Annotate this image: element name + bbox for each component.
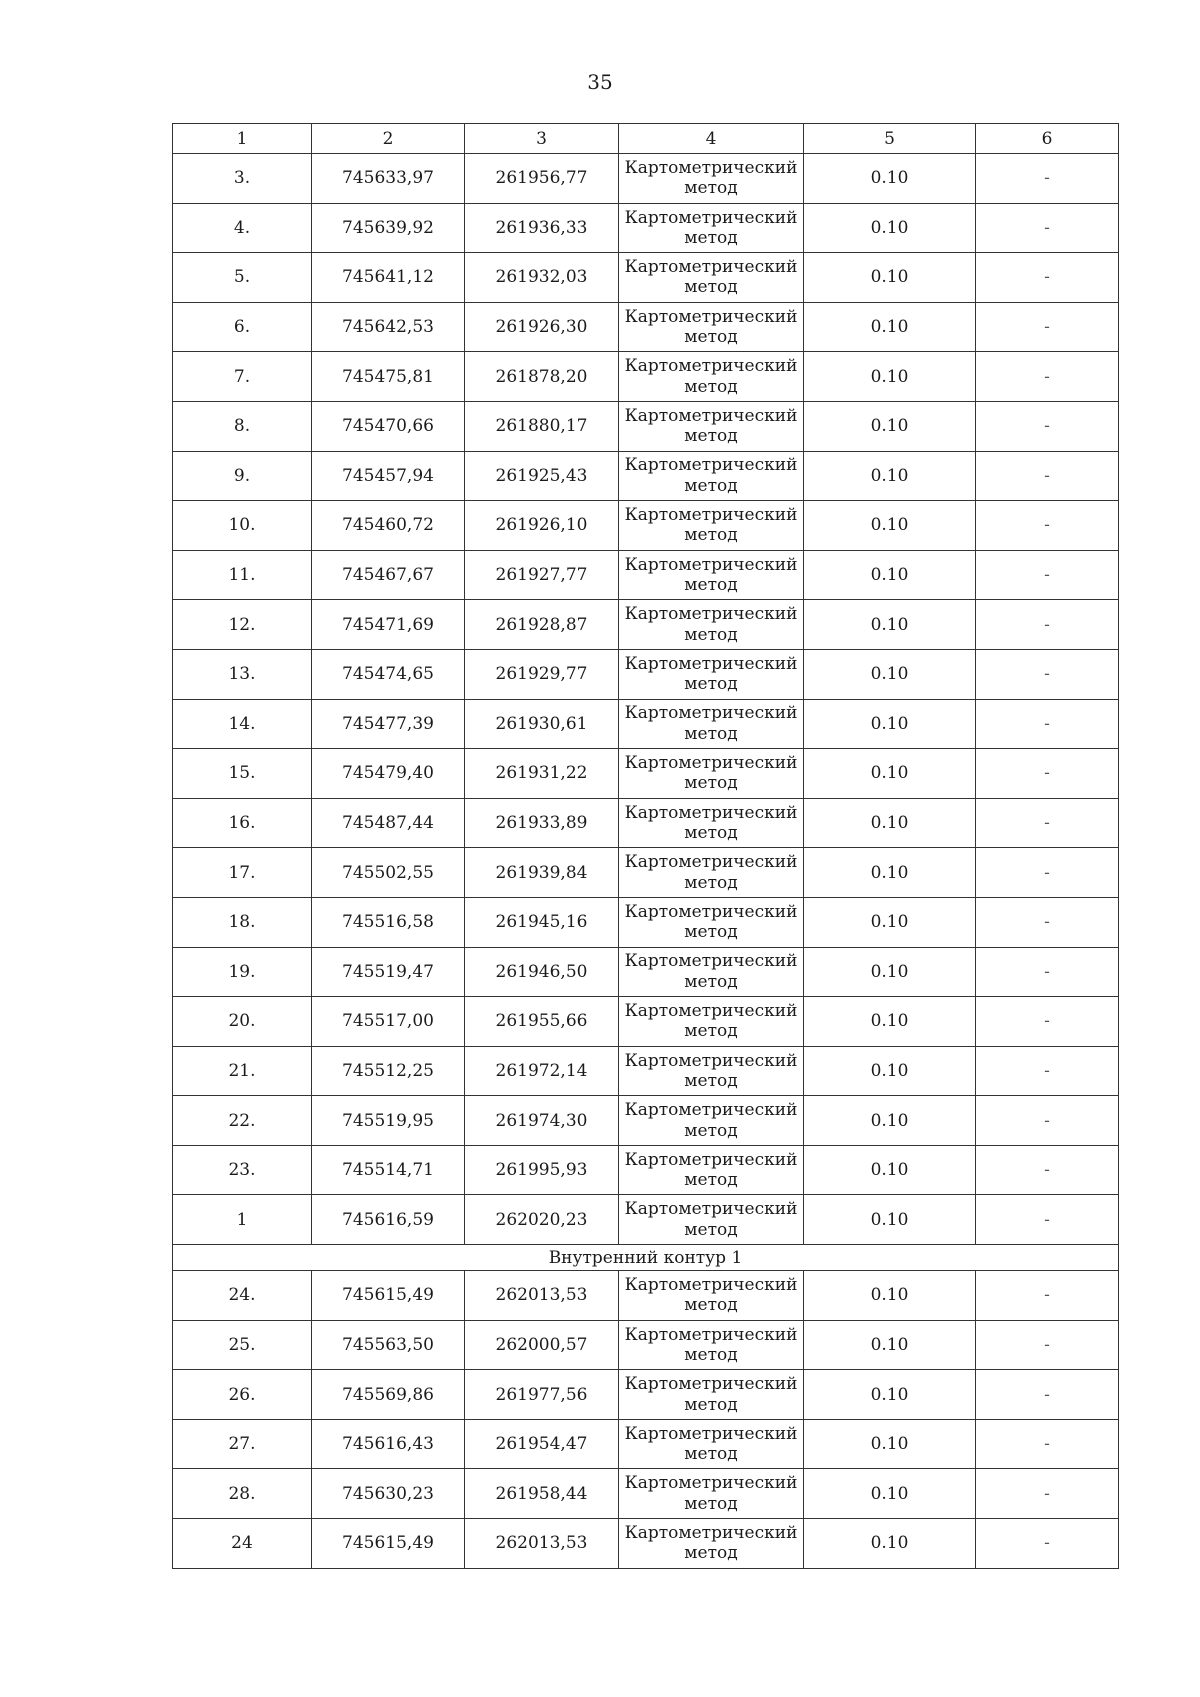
description-cell: - [976, 699, 1119, 749]
y-coordinate-cell: 262013,53 [465, 1519, 619, 1569]
description-cell: - [976, 749, 1119, 799]
point-number-cell: 22. [173, 1096, 312, 1146]
x-coordinate-cell: 745470,66 [312, 401, 465, 451]
x-coordinate-cell: 745474,65 [312, 649, 465, 699]
method-cell: Картометрический метод [619, 1195, 804, 1245]
y-coordinate-cell: 261954,47 [465, 1419, 619, 1469]
x-coordinate-cell: 745514,71 [312, 1145, 465, 1195]
x-coordinate-cell: 745519,95 [312, 1096, 465, 1146]
method-cell: Картометрический метод [619, 649, 804, 699]
y-coordinate-cell: 261929,77 [465, 649, 619, 699]
x-coordinate-cell: 745502,55 [312, 848, 465, 898]
point-number-cell: 17. [173, 848, 312, 898]
point-number-cell: 3. [173, 154, 312, 204]
x-coordinate-cell: 745487,44 [312, 798, 465, 848]
method-cell: Картометрический метод [619, 550, 804, 600]
column-header: 4 [619, 124, 804, 154]
y-coordinate-cell: 261946,50 [465, 947, 619, 997]
point-number-cell: 6. [173, 302, 312, 352]
point-number-cell: 15. [173, 749, 312, 799]
method-cell: Картометрический метод [619, 1469, 804, 1519]
point-number-cell: 28. [173, 1469, 312, 1519]
accuracy-cell: 0.10 [804, 253, 976, 303]
table-row [173, 451, 1119, 501]
point-number-cell: 10. [173, 501, 312, 551]
point-number-cell: 4. [173, 203, 312, 253]
method-cell: Картометрический метод [619, 451, 804, 501]
method-cell: Картометрический метод [619, 1370, 804, 1420]
x-coordinate-cell: 745615,49 [312, 1271, 465, 1321]
description-cell: - [976, 1419, 1119, 1469]
x-coordinate-cell: 745616,43 [312, 1419, 465, 1469]
description-cell: - [976, 352, 1119, 402]
table-row [173, 600, 1119, 650]
point-number-cell: 27. [173, 1419, 312, 1469]
y-coordinate-cell: 261972,14 [465, 1046, 619, 1096]
table-row [173, 401, 1119, 451]
y-coordinate-cell: 261928,87 [465, 600, 619, 650]
y-coordinate-cell: 261958,44 [465, 1469, 619, 1519]
point-number-cell: 26. [173, 1370, 312, 1420]
description-cell: - [976, 997, 1119, 1047]
table-row [173, 1320, 1119, 1370]
description-cell: - [976, 1271, 1119, 1321]
table-row [173, 848, 1119, 898]
table-row [173, 997, 1119, 1047]
x-coordinate-cell: 745615,49 [312, 1519, 465, 1569]
accuracy-cell: 0.10 [804, 1519, 976, 1569]
point-number-cell: 20. [173, 997, 312, 1047]
description-cell: - [976, 649, 1119, 699]
table-row [173, 1195, 1119, 1245]
accuracy-cell: 0.10 [804, 1320, 976, 1370]
x-coordinate-cell: 745642,53 [312, 302, 465, 352]
description-cell: - [976, 203, 1119, 253]
y-coordinate-cell: 261878,20 [465, 352, 619, 402]
table-row [173, 897, 1119, 947]
y-coordinate-cell: 262020,23 [465, 1195, 619, 1245]
x-coordinate-cell: 745467,67 [312, 550, 465, 600]
description-cell: - [976, 947, 1119, 997]
x-coordinate-cell: 745639,92 [312, 203, 465, 253]
coordinates-table [172, 123, 1119, 1569]
point-number-cell: 8. [173, 401, 312, 451]
method-cell: Картометрический метод [619, 1519, 804, 1569]
point-number-cell: 7. [173, 352, 312, 402]
accuracy-cell: 0.10 [804, 897, 976, 947]
method-cell: Картометрический метод [619, 600, 804, 650]
description-cell: - [976, 253, 1119, 303]
accuracy-cell: 0.10 [804, 203, 976, 253]
x-coordinate-cell: 745633,97 [312, 154, 465, 204]
y-coordinate-cell: 261945,16 [465, 897, 619, 947]
x-coordinate-cell: 745616,59 [312, 1195, 465, 1245]
method-cell: Картометрический метод [619, 302, 804, 352]
x-coordinate-cell: 745512,25 [312, 1046, 465, 1096]
x-coordinate-cell: 745479,40 [312, 749, 465, 799]
accuracy-cell: 0.10 [804, 1469, 976, 1519]
x-coordinate-cell: 745630,23 [312, 1469, 465, 1519]
y-coordinate-cell: 261939,84 [465, 848, 619, 898]
x-coordinate-cell: 745460,72 [312, 501, 465, 551]
y-coordinate-cell: 261933,89 [465, 798, 619, 848]
description-cell: - [976, 897, 1119, 947]
table-row [173, 1519, 1119, 1569]
y-coordinate-cell: 261932,03 [465, 253, 619, 303]
description-cell: - [976, 1320, 1119, 1370]
accuracy-cell: 0.10 [804, 401, 976, 451]
accuracy-cell: 0.10 [804, 451, 976, 501]
method-cell: Картометрический метод [619, 1046, 804, 1096]
table-row [173, 798, 1119, 848]
inner-contour-rows [173, 1271, 1119, 1569]
method-cell: Картометрический метод [619, 798, 804, 848]
accuracy-cell: 0.10 [804, 1096, 976, 1146]
method-cell: Картометрический метод [619, 352, 804, 402]
table-row [173, 947, 1119, 997]
x-coordinate-cell: 745477,39 [312, 699, 465, 749]
table-row [173, 550, 1119, 600]
y-coordinate-cell: 261927,77 [465, 550, 619, 600]
table-header-row [173, 124, 1119, 154]
accuracy-cell: 0.10 [804, 1271, 976, 1321]
table-row [173, 749, 1119, 799]
table-row [173, 253, 1119, 303]
x-coordinate-cell: 745471,69 [312, 600, 465, 650]
point-number-cell: 14. [173, 699, 312, 749]
method-cell: Картометрический метод [619, 997, 804, 1047]
column-header: 2 [312, 124, 465, 154]
column-header: 1 [173, 124, 312, 154]
method-cell: Картометрический метод [619, 897, 804, 947]
description-cell: - [976, 501, 1119, 551]
accuracy-cell: 0.10 [804, 501, 976, 551]
table-row [173, 1271, 1119, 1321]
description-cell: - [976, 1145, 1119, 1195]
method-cell: Картометрический метод [619, 848, 804, 898]
y-coordinate-cell: 262013,53 [465, 1271, 619, 1321]
y-coordinate-cell: 261995,93 [465, 1145, 619, 1195]
accuracy-cell: 0.10 [804, 699, 976, 749]
point-number-cell: 1 [173, 1195, 312, 1245]
table-row [173, 1370, 1119, 1420]
point-number-cell: 25. [173, 1320, 312, 1370]
accuracy-cell: 0.10 [804, 1195, 976, 1245]
accuracy-cell: 0.10 [804, 1046, 976, 1096]
x-coordinate-cell: 745569,86 [312, 1370, 465, 1420]
y-coordinate-cell: 261926,30 [465, 302, 619, 352]
accuracy-cell: 0.10 [804, 1370, 976, 1420]
method-cell: Картометрический метод [619, 203, 804, 253]
outer-contour-rows [173, 154, 1119, 1245]
description-cell: - [976, 154, 1119, 204]
point-number-cell: 16. [173, 798, 312, 848]
y-coordinate-cell: 261925,43 [465, 451, 619, 501]
accuracy-cell: 0.10 [804, 798, 976, 848]
table-row [173, 352, 1119, 402]
y-coordinate-cell: 261880,17 [465, 401, 619, 451]
description-cell: - [976, 798, 1119, 848]
description-cell: - [976, 1096, 1119, 1146]
table-row [173, 649, 1119, 699]
x-coordinate-cell: 745519,47 [312, 947, 465, 997]
description-cell: - [976, 451, 1119, 501]
table-row [173, 302, 1119, 352]
table-row [173, 699, 1119, 749]
table-row [173, 1145, 1119, 1195]
table-row [173, 1469, 1119, 1519]
accuracy-cell: 0.10 [804, 649, 976, 699]
column-header: 3 [465, 124, 619, 154]
accuracy-cell: 0.10 [804, 997, 976, 1047]
description-cell: - [976, 1519, 1119, 1569]
method-cell: Картометрический метод [619, 501, 804, 551]
y-coordinate-cell: 261926,10 [465, 501, 619, 551]
method-cell: Картометрический метод [619, 749, 804, 799]
method-cell: Картометрический метод [619, 947, 804, 997]
method-cell: Картометрический метод [619, 1320, 804, 1370]
table-row [173, 1046, 1119, 1096]
x-coordinate-cell: 745641,12 [312, 253, 465, 303]
table-row [173, 501, 1119, 551]
point-number-cell: 18. [173, 897, 312, 947]
method-cell: Картометрический метод [619, 154, 804, 204]
accuracy-cell: 0.10 [804, 1419, 976, 1469]
table-row [173, 154, 1119, 204]
accuracy-cell: 0.10 [804, 154, 976, 204]
method-cell: Картометрический метод [619, 1419, 804, 1469]
description-cell: - [976, 401, 1119, 451]
page-number: 35 [587, 70, 613, 94]
y-coordinate-cell: 261930,61 [465, 699, 619, 749]
description-cell: - [976, 302, 1119, 352]
x-coordinate-cell: 745563,50 [312, 1320, 465, 1370]
description-cell: - [976, 1370, 1119, 1420]
accuracy-cell: 0.10 [804, 550, 976, 600]
method-cell: Картометрический метод [619, 401, 804, 451]
table-row [173, 1096, 1119, 1146]
x-coordinate-cell: 745457,94 [312, 451, 465, 501]
accuracy-cell: 0.10 [804, 302, 976, 352]
accuracy-cell: 0.10 [804, 600, 976, 650]
method-cell: Картометрический метод [619, 253, 804, 303]
point-number-cell: 9. [173, 451, 312, 501]
accuracy-cell: 0.10 [804, 749, 976, 799]
y-coordinate-cell: 262000,57 [465, 1320, 619, 1370]
column-header: 6 [976, 124, 1119, 154]
point-number-cell: 12. [173, 600, 312, 650]
description-cell: - [976, 848, 1119, 898]
accuracy-cell: 0.10 [804, 947, 976, 997]
point-number-cell: 5. [173, 253, 312, 303]
description-cell: - [976, 1195, 1119, 1245]
y-coordinate-cell: 261955,66 [465, 997, 619, 1047]
point-number-cell: 23. [173, 1145, 312, 1195]
y-coordinate-cell: 261931,22 [465, 749, 619, 799]
x-coordinate-cell: 745516,58 [312, 897, 465, 947]
x-coordinate-cell: 745475,81 [312, 352, 465, 402]
point-number-cell: 13. [173, 649, 312, 699]
accuracy-cell: 0.10 [804, 352, 976, 402]
inner-contour-section [173, 1245, 1119, 1271]
table-row [173, 203, 1119, 253]
x-coordinate-cell: 745517,00 [312, 997, 465, 1047]
accuracy-cell: 0.10 [804, 1145, 976, 1195]
accuracy-cell: 0.10 [804, 848, 976, 898]
description-cell: - [976, 1046, 1119, 1096]
point-number-cell: 19. [173, 947, 312, 997]
section-title-row [173, 1245, 1119, 1271]
column-header: 5 [804, 124, 976, 154]
y-coordinate-cell: 261977,56 [465, 1370, 619, 1420]
point-number-cell: 24 [173, 1519, 312, 1569]
y-coordinate-cell: 261936,33 [465, 203, 619, 253]
method-cell: Картометрический метод [619, 1145, 804, 1195]
method-cell: Картометрический метод [619, 1271, 804, 1321]
y-coordinate-cell: 261974,30 [465, 1096, 619, 1146]
point-number-cell: 24. [173, 1271, 312, 1321]
table-row [173, 1419, 1119, 1469]
method-cell: Картометрический метод [619, 699, 804, 749]
point-number-cell: 21. [173, 1046, 312, 1096]
point-number-cell: 11. [173, 550, 312, 600]
description-cell: - [976, 550, 1119, 600]
description-cell: - [976, 1469, 1119, 1519]
description-cell: - [976, 600, 1119, 650]
section-title: Внутренний контур 1 [173, 1245, 1119, 1271]
method-cell: Картометрический метод [619, 1096, 804, 1146]
y-coordinate-cell: 261956,77 [465, 154, 619, 204]
